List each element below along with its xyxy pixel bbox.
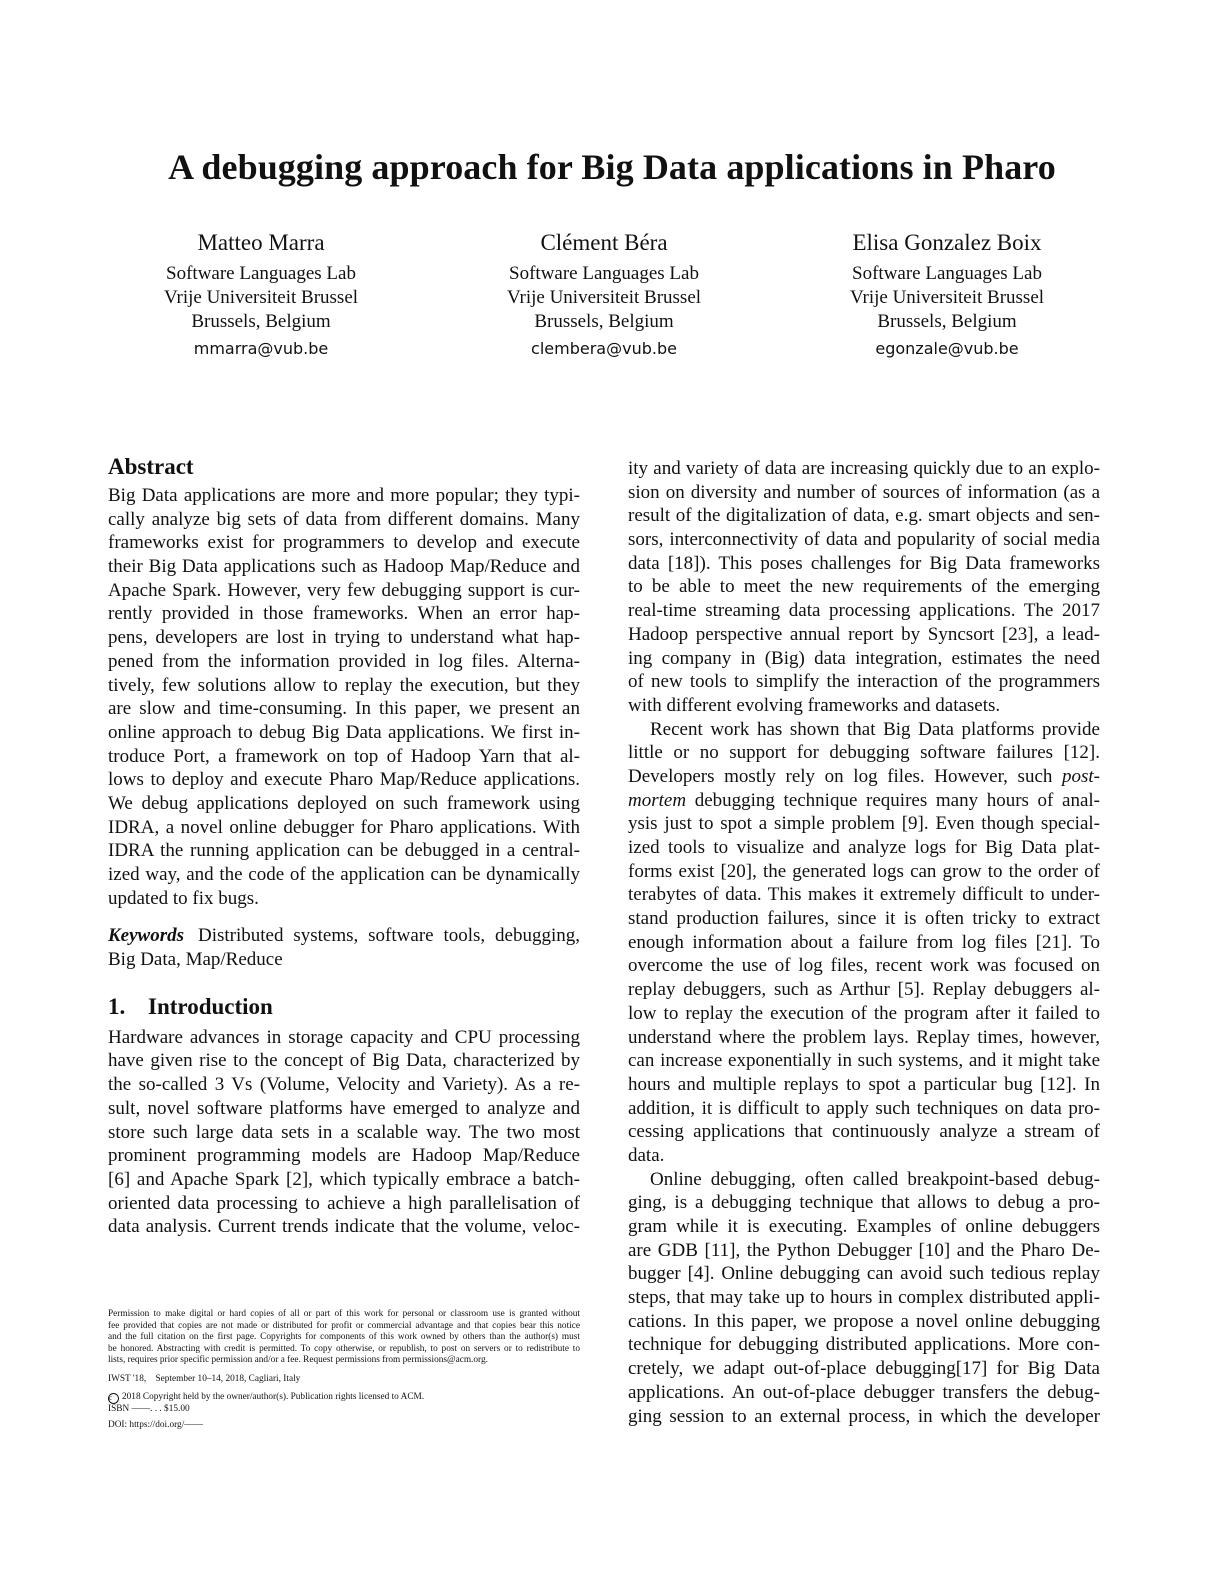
doi-link[interactable]: DOI: https://doi.org/—— bbox=[108, 1419, 203, 1430]
abstract-line: are slow and time-consuming. In this paper, we present an bbox=[108, 698, 580, 720]
body-line: forms exist [20], the generated logs can grow to the order of bbox=[628, 860, 1100, 882]
introduction-para-2 bbox=[628, 718, 1100, 1168]
author-email[interactable]: mmarra@vub.be bbox=[193, 339, 329, 358]
author-location: Brussels, Belgium bbox=[877, 311, 1017, 332]
abstract-line: lows to deploy and execute Pharo Map/Reduce applications. bbox=[108, 769, 580, 791]
author-university: Vrije Universiteit Brussel bbox=[506, 287, 702, 308]
body-line: ity and variety of data are increasing quickly due to an explo- bbox=[628, 458, 1100, 479]
body-line: sion on diversity and number of sources of information (as a bbox=[628, 481, 1100, 503]
abstract-line: pened from the information provided in log files. Alterna- bbox=[108, 650, 580, 672]
permission-line: and the full citation on the first page. Copyrights for components of this work owned by others than the author(s) must bbox=[108, 1332, 580, 1342]
emphasis-text: mortem bbox=[628, 789, 687, 811]
introduction-body-left bbox=[108, 1026, 580, 1239]
author-lab: Software Languages Lab bbox=[166, 263, 356, 284]
abstract-heading: Abstract bbox=[108, 454, 194, 479]
introduction-heading bbox=[108, 992, 580, 1022]
abstract-line: Big Data applications are more and more popular; they typi- bbox=[108, 485, 580, 506]
body-line: bugger [4]. Online debugging can avoid such tedious replay bbox=[628, 1263, 1100, 1285]
copyright-line bbox=[108, 1392, 580, 1404]
body-line: low to replay the execution of the program after it failed to bbox=[628, 1002, 1100, 1024]
body-line: overcome the use of log files, recent work was focused on bbox=[628, 955, 1100, 977]
body-line: mortem debugging technique requires many hours of anal- bbox=[628, 789, 1100, 811]
author-location: Brussels, Belgium bbox=[534, 311, 674, 332]
body-line: sors, interconnectivity of data and popularity of social media bbox=[628, 529, 1100, 551]
body-line: data analysis. Current trends indicate that the volume, veloc- bbox=[108, 1216, 580, 1238]
abstract-line: IDRA, a novel online debugger for Pharo applications. With bbox=[108, 816, 580, 838]
body-line: Hadoop perspective annual report by Syncsort [23], a lead- bbox=[628, 623, 1100, 645]
body-line: data. bbox=[628, 1144, 665, 1166]
conference-info: IWST '18, September 10–14, 2018, Cagliari, Italy bbox=[108, 1373, 301, 1384]
permission-line: Permission to make digital or hard copies of all or part of this work for personal or classroom use is granted without bbox=[108, 1309, 580, 1319]
body-line: Hardware advances in storage capacity and CPU processing bbox=[108, 1026, 580, 1048]
keywords-text: Distributed systems, software tools, debugging, bbox=[198, 925, 580, 947]
abstract-line: their Big Data applications such as Hadoop Map/Reduce and bbox=[108, 556, 580, 578]
body-line: little or no support for debugging software failures [12]. bbox=[628, 742, 1100, 764]
author-university: Vrije Universiteit Brussel bbox=[163, 287, 359, 308]
body-line: have given rise to the concept of Big Data, characterized by bbox=[108, 1050, 580, 1072]
author-block-3 bbox=[797, 228, 1097, 362]
body-line: steps, that may take up to hours in complex distributed appli- bbox=[628, 1287, 1100, 1309]
body-line: Developers mostly rely on log files. However, such post- bbox=[628, 765, 1100, 787]
abstract-line: ized way, and the code of the application can be dynamically bbox=[108, 864, 580, 885]
introduction-para-3 bbox=[628, 1168, 1100, 1429]
body-line: Online debugging, often called breakpoint-based debug- bbox=[650, 1168, 1100, 1190]
body-line: technique for debugging distributed applications. More con- bbox=[628, 1334, 1100, 1356]
copyright-footnote bbox=[108, 1309, 580, 1431]
author-lab: Software Languages Lab bbox=[509, 263, 699, 284]
copyright-text: 2018 Copyright held by the owner/author(s). Publication rights licensed to ACM. bbox=[122, 1392, 425, 1402]
body-line: can increase exponentially in such systems, and it might take bbox=[628, 1050, 1100, 1072]
left-column bbox=[108, 452, 580, 1239]
body-line: oriented data processing to achieve a high parallelisation of bbox=[108, 1192, 580, 1214]
body-line: are GDB [11], the Python Debugger [10] and the Pharo De- bbox=[628, 1239, 1100, 1261]
body-line: ing company in (Big) data integration, estimates the need bbox=[628, 647, 1100, 669]
section-title: Introduction bbox=[148, 993, 273, 1019]
body-line: ysis just to spot a simple problem [9]. Even though special- bbox=[628, 813, 1100, 835]
body-line: real-time streaming data processing applications. The 2017 bbox=[628, 600, 1100, 622]
body-line: prominent programming models are Hadoop Map/Reduce bbox=[108, 1145, 580, 1167]
author-university: Vrije Universiteit Brussel bbox=[849, 287, 1045, 308]
body-line: cessing applications that continuously analyze a stream of bbox=[628, 1121, 1100, 1143]
keywords-text: Big Data, Map/Reduce bbox=[108, 949, 283, 971]
body-line: cations. In this paper, we propose a novel online debugging bbox=[628, 1310, 1100, 1332]
body-line: gram while it is executing. Examples of online debuggers bbox=[628, 1216, 1100, 1237]
body-line: store such large data sets in a scalable way. The two most bbox=[108, 1121, 580, 1143]
body-line: cretely, we adapt out-of-place debugging[17] for Big Data bbox=[628, 1358, 1100, 1380]
author-block-1 bbox=[111, 228, 411, 362]
author-email[interactable]: egonzale@vub.be bbox=[875, 339, 1019, 358]
body-line: hours and multiple replays to spot a particular bug [12]. In bbox=[628, 1073, 1100, 1095]
paper-title: A debugging approach for Big Data applications in Pharo bbox=[168, 147, 1056, 187]
author-email[interactable]: clembera@vub.be bbox=[531, 339, 677, 358]
author-block-2 bbox=[454, 228, 754, 362]
body-line: enough information about a failure from log files [21]. To bbox=[628, 931, 1100, 953]
abstract-line: tively, few solutions allow to replay the execution, but they bbox=[108, 674, 580, 696]
body-line: ging session to an external process, in which the developer bbox=[628, 1405, 1100, 1427]
body-line: sult, novel software platforms have emerged to analyze and bbox=[108, 1097, 580, 1119]
abstract-body bbox=[108, 484, 580, 910]
section-number: 1. bbox=[108, 993, 126, 1019]
abstract-line: IDRA the running application can be debugged in a central- bbox=[108, 840, 580, 862]
abstract-line: cally analyze big sets of data from different domains. Many bbox=[108, 508, 580, 530]
permission-line: lists, requires prior specific permission and/or a fee. Request permissions from permissions@acm.org. bbox=[108, 1355, 488, 1365]
keywords-label: Keywords bbox=[108, 925, 184, 947]
body-line: to be able to meet the new requirements of the emerging bbox=[628, 576, 1100, 598]
body-line: the so-called 3 Vs (Volume, Velocity and Variety). As a re- bbox=[108, 1074, 580, 1096]
permission-line: fee provided that copies are not made or distributed for profit or commercial advantage and that copies bear this notice bbox=[108, 1320, 580, 1331]
body-line: with different evolving frameworks and datasets. bbox=[628, 694, 1001, 716]
abstract-line: pens, developers are lost in trying to understand what hap- bbox=[108, 627, 580, 649]
abstract-line: updated to fix bugs. bbox=[108, 887, 259, 909]
abstract-line: rently provided in those frameworks. When an error hap- bbox=[108, 603, 580, 625]
author-location: Brussels, Belgium bbox=[191, 311, 331, 332]
body-line: ging, is a debugging technique that allows to debug a pro- bbox=[628, 1192, 1100, 1214]
permission-line: be honored. Abstracting with credit is permitted. To copy otherwise, or republish, to post on servers or to redistribute to bbox=[108, 1343, 580, 1354]
author-lab: Software Languages Lab bbox=[852, 263, 1042, 284]
introduction-para-1 bbox=[628, 457, 1100, 718]
right-column bbox=[628, 457, 1100, 1428]
body-line: stand production failures, since it is often tricky to extract bbox=[628, 908, 1100, 930]
isbn: ISBN ——. . . $15.00 bbox=[108, 1404, 190, 1414]
copyright-icon: c bbox=[108, 1393, 119, 1404]
body-line: ized tools to visualize and analyze logs for Big Data plat- bbox=[628, 837, 1100, 858]
author-name: Clément Béra bbox=[540, 230, 668, 255]
body-line: replay debuggers, such as Arthur [5]. Replay debuggers al- bbox=[628, 979, 1100, 1001]
body-line: terabytes of data. This makes it extremely difficult to under- bbox=[628, 884, 1100, 906]
author-name: Elisa Gonzalez Boix bbox=[852, 230, 1042, 255]
author-name: Matteo Marra bbox=[197, 230, 325, 255]
body-line: data [18]). This poses challenges for Big Data frameworks bbox=[628, 552, 1100, 574]
body-line: result of the digitalization of data, e.g. smart objects and sen- bbox=[628, 505, 1100, 527]
body-line: applications. An out-of-place debugger transfers the debug- bbox=[628, 1381, 1100, 1403]
body-line: understand where the problem lays. Replay times, however, bbox=[628, 1026, 1100, 1048]
abstract-line: frameworks exist for programmers to develop and execute bbox=[108, 532, 580, 554]
body-line: of new tools to simplify the interaction of the programmers bbox=[628, 671, 1100, 693]
abstract-line: troduce Port, a framework on top of Hadoop Yarn that al- bbox=[108, 745, 580, 767]
abstract-line: We debug applications deployed on such framework using bbox=[108, 792, 580, 814]
body-line: [6] and Apache Spark [2], which typically embrace a batch- bbox=[108, 1168, 580, 1190]
body-line: addition, it is difficult to apply such techniques on data pro- bbox=[628, 1097, 1100, 1119]
keywords bbox=[108, 924, 580, 971]
body-line: Recent work has shown that Big Data platforms provide bbox=[650, 718, 1100, 740]
emphasis-text: post- bbox=[1062, 765, 1100, 787]
abstract-line: online approach to debug Big Data applications. We first in- bbox=[108, 721, 580, 743]
abstract-line: Apache Spark. However, very few debugging support is cur- bbox=[108, 579, 580, 601]
